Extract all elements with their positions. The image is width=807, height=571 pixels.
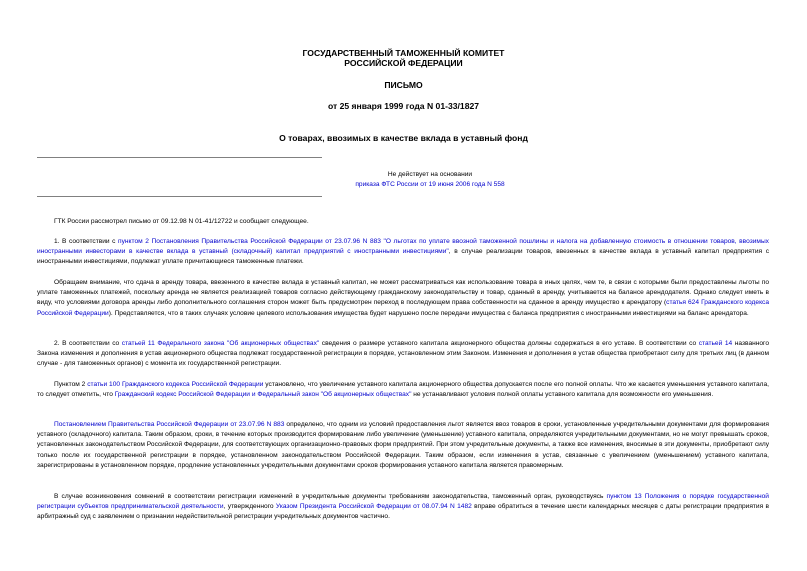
agency-name-line1: ГОСУДАРСТВЕННЫЙ ТАМОЖЕННЫЙ КОМИТЕТ xyxy=(302,48,505,58)
paragraph-2 xyxy=(37,278,769,319)
p3-text-c: названного Закона изменения и дополнения в устав акционерного общества подлежат государственной регистрации в порядке, установленном этим Законом. Изменения и дополнения в устав общества приобретают силу для третьих лиц (в данном случае - для таможенных органов) с момента их государственной регистрации. xyxy=(37,340,769,368)
divider-bottom xyxy=(37,196,322,197)
link-ao-law-article-14[interactable]: статьей 14 xyxy=(698,340,733,347)
p2-text-b: ). Представляется, что в таких случаях условие целевого использования имущества будет нарушено после передачи имущества с баланса предприятия с иностранными инвестициями на баланс арендатора. xyxy=(108,309,749,317)
paragraph-5 xyxy=(37,420,769,471)
link-postanovlenie-883-p2[interactable]: пунктом 2 Постановления Правительства Российской Федерации от 23.07.96 N 883 "О льготах по уплате ввозной таможенной пошлины и налога на добавленную стоимость в отношении товаров, ввозимых иностранными инвесторами в качестве вклада в уставный (складочный) капитал предприятий с иностранными инвестициями" xyxy=(37,238,769,256)
paragraph-1 xyxy=(37,237,769,268)
p1-text-b: , в случае реализации товаров, ввезенных в качестве вклада в уставный капитал предприятия с иностранными инвестициями, подлежат уплате причитающиеся таможенные платежи. xyxy=(37,248,770,266)
p6-text-c: вправе обратиться в течение шести календарных месяцев с даты регистрации предприятия в арбитражный суд с заявлением о признании недействительной регистрации учредительных документов частично. xyxy=(37,503,769,521)
p4-text-b: установлено, что увеличение уставного капитала акционерного общества допускается после его полной оплаты. Что же касается уменьшения уставного капитала, то следует отметить, что xyxy=(37,381,769,399)
link-postanovlenie-883[interactable]: Постановлением Правительства Российской Федерации от 23.07.96 N 883 xyxy=(54,421,285,428)
status-note-link[interactable]: приказа ФТС России от 19 июня 2006 года N 558 xyxy=(355,181,505,188)
link-registration-regulation-p13[interactable]: пунктом 13 Положения о порядке государственной регистрации субъектов предпринимательской деятельности xyxy=(37,493,769,511)
p2-text-a: Обращаем внимание, что сдача в аренду товара, ввезенного в качестве вклада в уставный капитал, не может рассматриваться как использование товара в иных целях, чем те, в связи с которыми были предоставлены льготы по уплате таможенных платежей, поскольку аренда не является реализацией товаров согласно действующему гражданскому законодательству и товар, сданный в аренду, учитывается на балансе арендодателя. Однако следует иметь в виду, что условиями договора аренды либо дополнительного соглашения сторон может быть предусмотрен переход в последующем права собственности на сданное в аренду имущество к арендатору ( xyxy=(37,279,769,307)
paragraph-intro xyxy=(37,217,769,227)
p6-text-a: В случае возникновения сомнений в соответствии регистрации изменений в учредительные документы требованиям законодательства, таможенный орган, руководствуясь xyxy=(54,493,607,500)
document-type: ПИСЬМО xyxy=(384,80,423,90)
p4-text-c: не устанавливают условия полной оплаты уставного капитала для возможности его уменьшения. xyxy=(411,391,714,399)
p4-text-a: Пунктом 2 xyxy=(54,381,88,388)
agency-name-line2: РОССИЙСКОЙ ФЕДЕРАЦИИ xyxy=(344,58,463,68)
p1-text-a: 1. В соответствии с xyxy=(54,238,119,245)
paragraph-3 xyxy=(37,339,769,370)
paragraph-6 xyxy=(37,492,769,523)
p3-text-b: сведения о размере уставного капитала акционерного общества должны содержаться в его уставе. В соответствии со xyxy=(319,340,699,347)
paragraph-4 xyxy=(37,380,769,400)
link-ukaz-1482[interactable]: Указом Президента Российской Федерации от 08.07.94 N 1482 xyxy=(275,503,472,511)
document-title: О товарах, ввозимых в качестве вклада в уставный фонд xyxy=(279,133,528,143)
paragraph-0-text: ГТК России рассмотрел письмо от 09.12.98 N 01-41/12722 и сообщает следующее. xyxy=(54,218,309,225)
document-date: от 25 января 1999 года N 01-33/1827 xyxy=(327,101,480,111)
link-gk-article-624[interactable]: статья 624 Гражданского кодекса Российской Федерации xyxy=(37,299,769,317)
status-note xyxy=(300,170,560,190)
p3-text-a: 2. В соответствии со xyxy=(54,340,122,347)
status-note-text: Не действует на основании xyxy=(387,171,473,178)
divider-top xyxy=(37,157,322,158)
link-gk-article-100[interactable]: статьи 100 Гражданского кодекса Российской Федерации xyxy=(87,381,264,388)
p5-text-b: определено, что одним из условий предоставления льгот является ввоз товаров в сроки, установленные учредительными документами для формирования уставного (складочного) капитала. Таким образом, сроки, в течение которых производится формирование либо увеличение (уменьшение) уставного капитала, определяются учредительными документами, но не могут превышать сроков, установленных законодательством Российской Федерации, для соответствующих организационно-правовых форм предприятий. При этом учредительные документы, а также все изменения, вносимые в эти документы, приобретают силу только после их государственной регистрации в порядке, установленном законодательством Российской Федерации. Таким образом, если изменения в устав, связанные с увеличением (уменьшением) уставного капитала, зарегистрированы в установленном порядке, продление установленных учредительными документами сроков формирования уставного капитала является правомерным. xyxy=(37,421,770,469)
link-ao-law-article-11[interactable]: статьей 11 Федерального закона "Об акционерных обществах" xyxy=(121,340,320,347)
p6-text-b: , утвержденного xyxy=(223,503,276,511)
link-gk-and-ao-law[interactable]: Гражданский кодекс Российской Федерации и Федеральный закон "Об акционерных обществах" xyxy=(114,391,412,399)
